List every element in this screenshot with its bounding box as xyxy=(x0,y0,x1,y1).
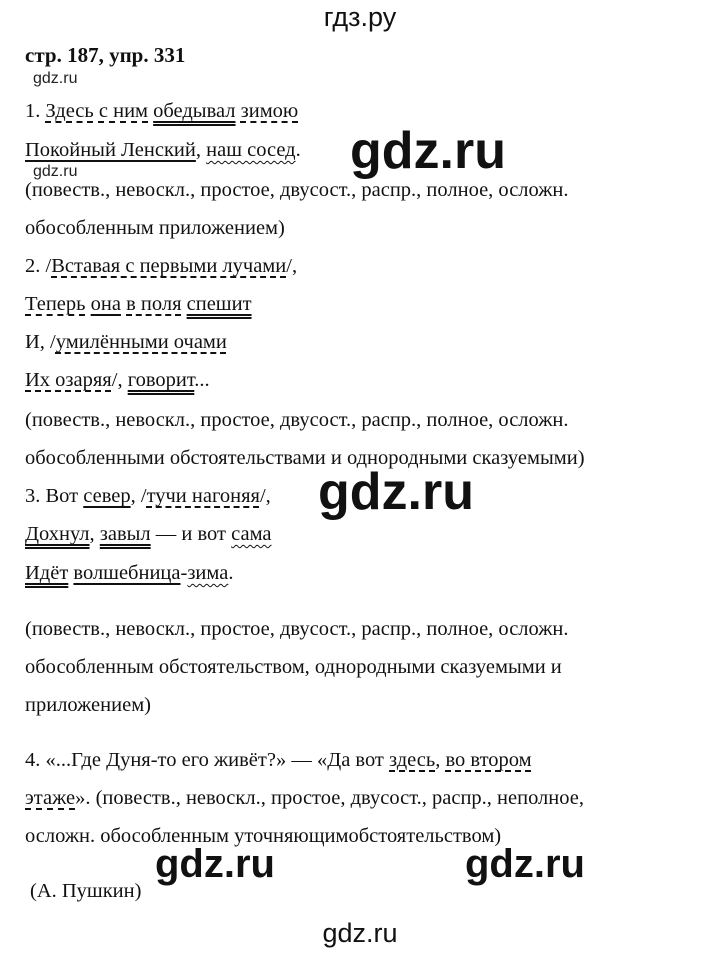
ex4-pre: 4. «...Где Дуня-то его живёт?» — «Да вот xyxy=(25,749,390,771)
ex4-clarifying-2: этаже xyxy=(25,787,76,809)
ex4-line2 xyxy=(25,787,584,810)
ex2-predicate-2: говорит xyxy=(127,369,195,391)
ex3-mid: , / xyxy=(130,485,147,507)
ex2-note-line2: обособленными обстоятельствами и однородными сказуемыми) xyxy=(25,447,585,469)
ex3-apposition: зима xyxy=(187,562,229,584)
ex1-object: с ним xyxy=(98,100,149,122)
watermark-large: gdz.ru xyxy=(155,842,275,886)
ex1-line1 xyxy=(25,100,298,123)
watermark-large: gdz.ru xyxy=(465,842,585,886)
ex2-adverbial: Теперь xyxy=(25,293,86,315)
author: (А. Пушкин) xyxy=(30,880,142,902)
ex4-note-part1: ». (повеств., невоскл., простое, двусост., распр., неполное, xyxy=(75,787,584,809)
ex1-note-line2: обособленным приложением) xyxy=(25,217,285,239)
ex2-mid4: /, xyxy=(111,369,128,391)
ex1-apposition: наш сосед xyxy=(206,139,296,161)
ex3-line1 xyxy=(25,485,271,508)
ex2-line3 xyxy=(25,331,227,354)
watermark-large: gdz.ru xyxy=(350,122,506,180)
watermark-footer: gdz.ru xyxy=(322,918,398,948)
ex2-subject: она xyxy=(90,293,121,315)
ex2-participial: Вставая с первыми лучами xyxy=(51,255,287,277)
watermark-small: gdz.ru xyxy=(33,163,78,180)
ex3-subject-2: волшебница xyxy=(73,562,181,584)
ex3-line2 xyxy=(25,523,272,546)
ex2-pre3: И, / xyxy=(25,331,56,353)
ex1-note-line1: (повеств., невоскл., простое, двусост., распр., полное, осложн. xyxy=(25,179,569,201)
ex1-predicate: обедывал xyxy=(153,100,236,122)
ex1-dot: . xyxy=(295,139,301,161)
ex3-note-line1: (повеств., невоскл., простое, двусост., распр., полное, осложн. xyxy=(25,618,569,640)
ex3-line3 xyxy=(25,562,233,585)
ex1-adverbial-2: зимою xyxy=(240,100,299,122)
ex1-number: 1. xyxy=(25,100,46,122)
site-header: гдз.ру xyxy=(323,2,397,32)
ex4-line1 xyxy=(25,749,532,772)
ex1-comma: , xyxy=(195,139,207,161)
ex3-predicate: Дохнул xyxy=(25,523,90,545)
ex2-post: /, xyxy=(286,255,298,277)
ex2-line4 xyxy=(25,369,210,392)
ex3-note-line3: приложением) xyxy=(25,694,151,716)
ex1-subject: Покойный Ленский xyxy=(25,139,196,161)
ex3-predicate-2: завыл xyxy=(99,523,151,545)
ex3-subject: север xyxy=(83,485,131,507)
ex2-predicate: спешит xyxy=(186,293,252,315)
ex4-line3: осложн. обособленным уточняющимобстоятельством) xyxy=(25,825,502,847)
ex4-adverbial: здесь xyxy=(389,749,436,771)
ex1-adverbial: Здесь xyxy=(45,100,94,122)
ex2-pre: 2. / xyxy=(25,255,52,277)
ex1-line2 xyxy=(25,139,301,162)
ex2-line1 xyxy=(25,255,297,278)
ex3-pre: 3. Вот xyxy=(25,485,84,507)
ex3-participial: тучи нагоняя xyxy=(146,485,260,507)
ex2-line2 xyxy=(25,293,252,316)
ex3-note-line2: обособленным обстоятельством, однородными сказуемыми и xyxy=(25,656,562,678)
ex2-note-line1: (повеств., невоскл., простое, двусост., распр., полное, осложн. xyxy=(25,409,569,431)
ex2-post4: ... xyxy=(194,369,210,391)
ex4-clarifying: во втором xyxy=(445,749,532,771)
watermark-large: gdz.ru xyxy=(318,463,474,521)
ex3-predicate-3: Идёт xyxy=(25,562,69,584)
ex3-attribute: сама xyxy=(231,523,272,545)
page-title: стр. 187, упр. 331 xyxy=(25,43,186,67)
ex4-comma: , xyxy=(435,749,446,771)
ex3-post: /, xyxy=(259,485,271,507)
ex3-dash: - xyxy=(180,562,188,584)
ex3-mid2: — и вот xyxy=(150,523,232,545)
ex2-adverbial-3: умилёнными очами xyxy=(55,331,227,353)
watermark-small: gdz.ru xyxy=(33,70,78,87)
ex2-participial-2: Их озаряя xyxy=(25,369,112,391)
ex2-adverbial-2: в поля xyxy=(126,293,182,315)
ex3-dot: . xyxy=(228,562,234,584)
ex3-comma: , xyxy=(89,523,100,545)
